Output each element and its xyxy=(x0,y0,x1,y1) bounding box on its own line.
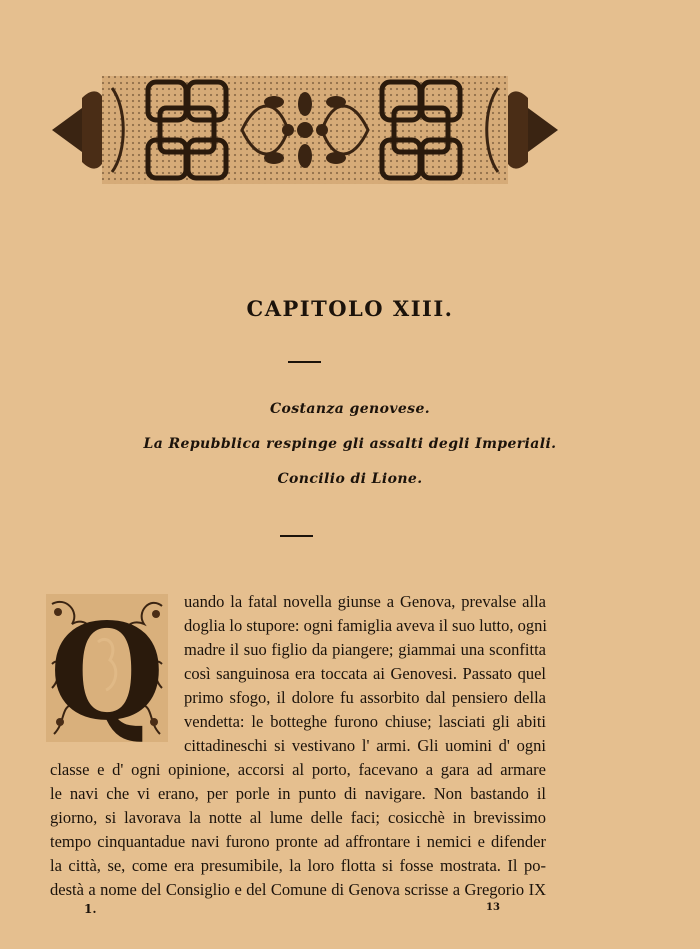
body-line: giorno, si lavorava la notte al lume delle faci; cosicchè in brevissimo xyxy=(50,808,546,827)
body-line: madre il suo figlio da piangere; giammai una sconfitta xyxy=(184,640,546,659)
body-line: la città, se, come era presumibile, la loro flotta si fosse mostrata. Il po- xyxy=(50,856,546,875)
body-line: uando la fatal novella giunse a Genova, prevalse alla xyxy=(184,592,546,611)
body-line: primo sfogo, il dolore fu assorbito dal pensiero della xyxy=(184,688,546,707)
body-line: così sanguinosa era toccata ai Genovesi. Passato quel xyxy=(184,664,546,683)
body-line: vendetta: le botteghe furono chiuse; lasciati gli abiti xyxy=(184,712,546,731)
signature-mark: 1. xyxy=(84,902,97,916)
page-number: 13 xyxy=(486,902,500,913)
chapter-title: CAPITOLO XIII. xyxy=(246,296,454,321)
chapter-subtitle: Costanza genovese. xyxy=(269,401,431,417)
drop-cap-letter: Q xyxy=(49,595,165,742)
body-line: cittadineschi si vestivano l' armi. Gli uomini d' ogni xyxy=(184,736,546,755)
title-divider xyxy=(288,361,321,363)
body-line: destà a nome del Consiglio e del Comune di Genova scrisse a Gregorio IX xyxy=(50,880,546,899)
body-line: classe e d' ogni opinione, accorsi al porto, facevano a gara ad armare xyxy=(50,760,546,779)
header-ornament xyxy=(52,68,558,192)
body-line: doglia lo stupore: ogni famiglia aveva il suo lutto, ogni xyxy=(184,616,547,635)
drop-cap-illuminated xyxy=(46,594,168,742)
body-line: tempo cinquantadue navi furono pronte ad affrontare i nemici e difender xyxy=(50,832,546,851)
chapter-subtitle: La Repubblica respinge gli assalti degli Imperiali. xyxy=(143,436,557,452)
body-line: le navi che vi erano, per porle in punto di navigare. Non bastando il xyxy=(50,784,546,803)
subtitle-divider xyxy=(280,535,313,537)
chapter-subtitle: Concilio di Lione. xyxy=(277,471,423,487)
